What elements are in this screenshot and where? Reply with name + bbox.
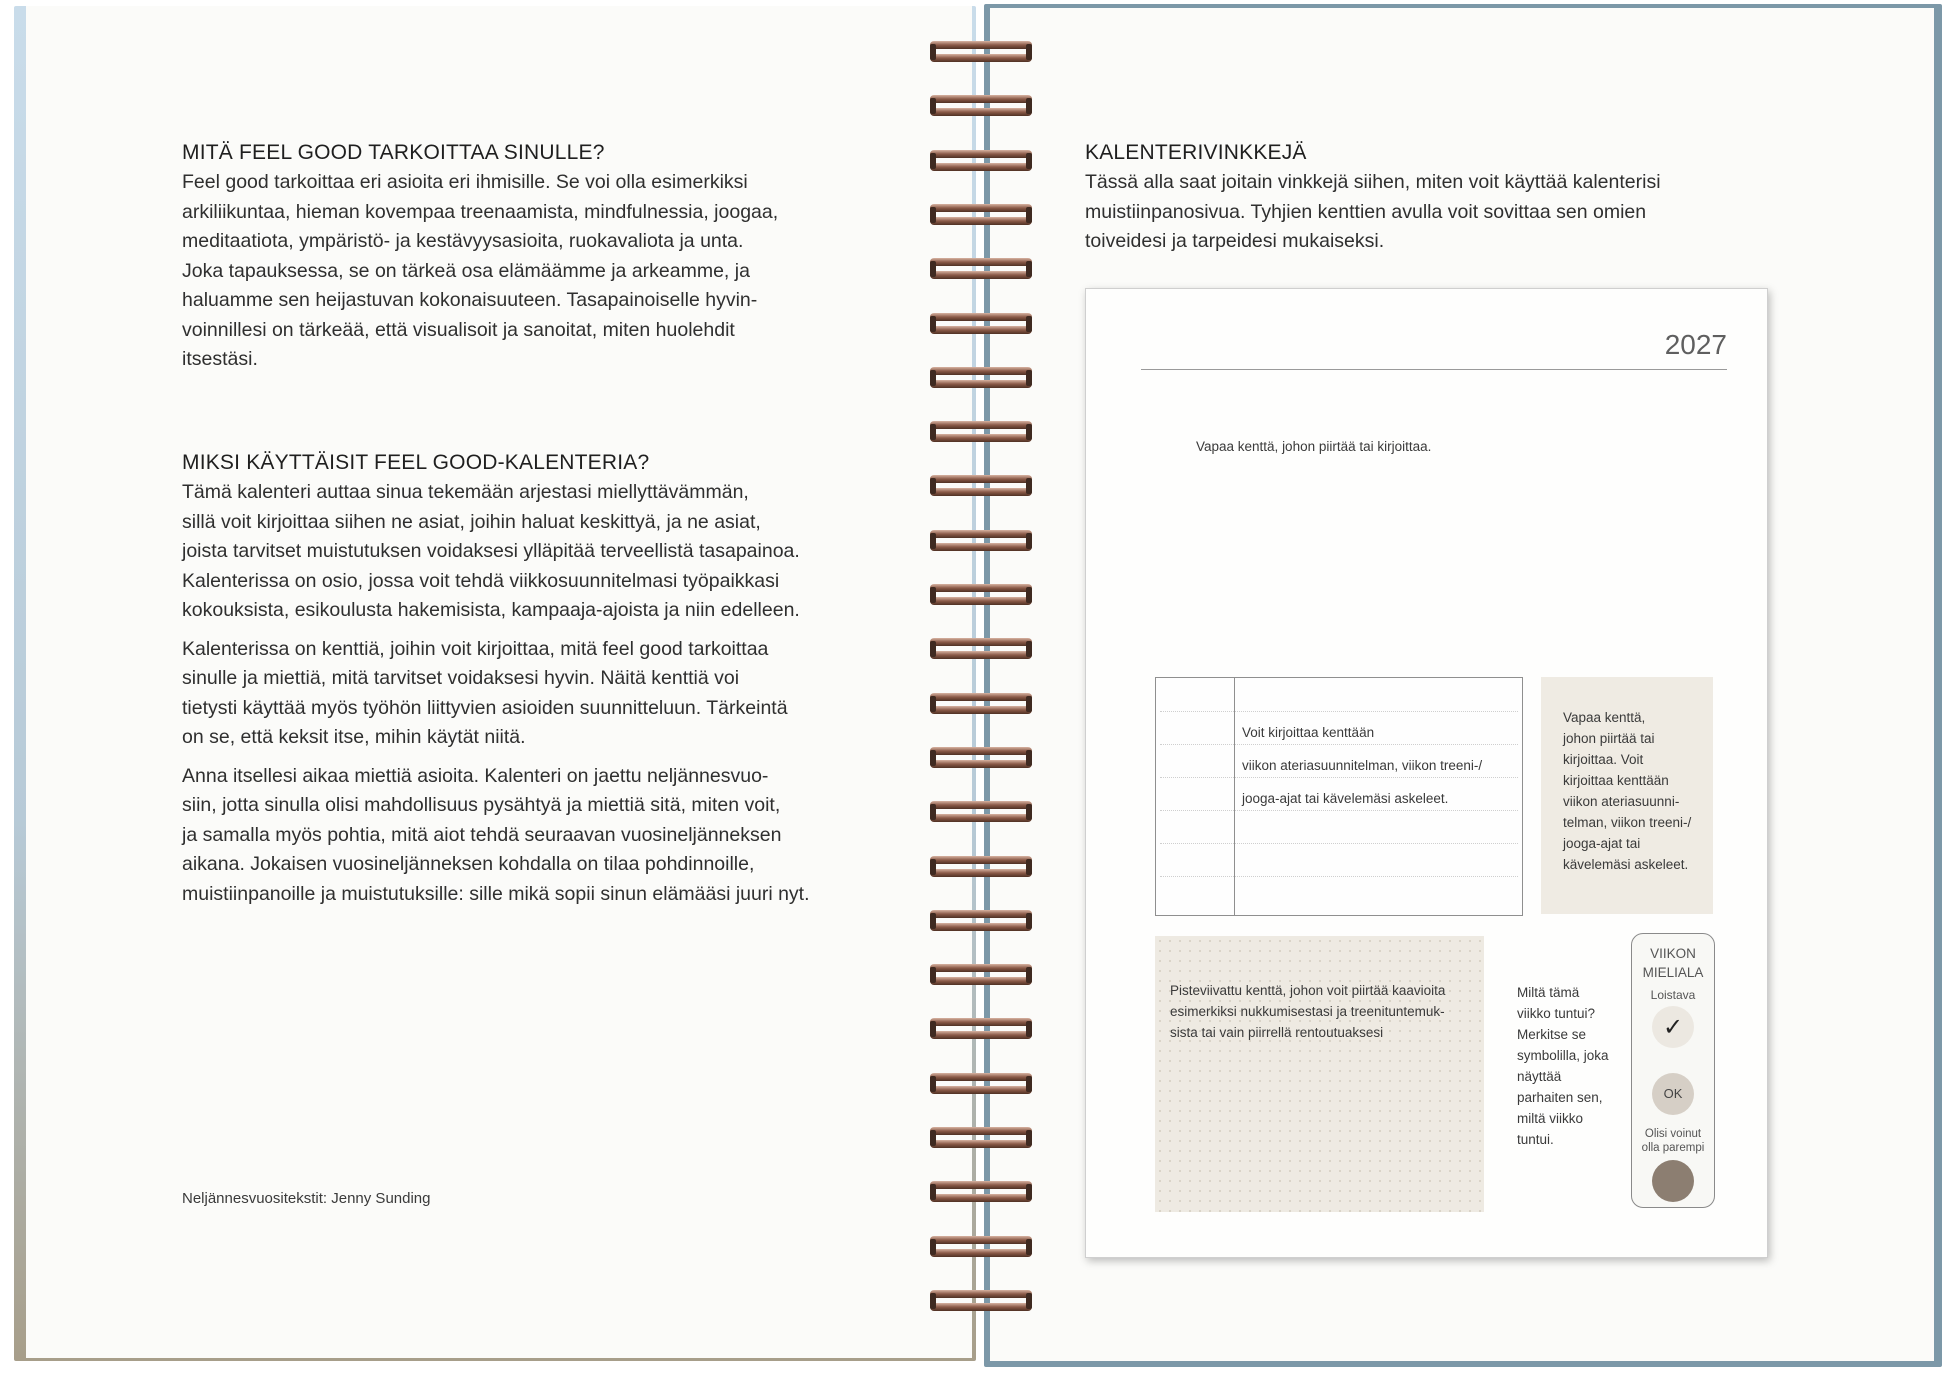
spiral-ring	[930, 583, 1032, 609]
section2-paragraph-2: Kalenterissa on kenttiä, joihin voit kirjoittaa, mitä feel good tarkoittaa sinulle ja miettiä, mitä tarvitset voidaksesi hyvin. Näitä kenttiä voi tietysti käyttää myös työhön liittyvien asioiden suunnitteluun. Tärkeintä on se, että keksit itse, mihin käytät niitä.	[182, 637, 788, 748]
lined-field-line-1: Voit kirjoittaa kenttään	[1242, 725, 1375, 740]
spiral-ring	[930, 800, 1032, 826]
spiral-ring	[930, 257, 1032, 283]
spiral-ring	[930, 637, 1032, 663]
mood-ok-circle: OK	[1652, 1073, 1694, 1115]
section2-paragraph-3: Anna itsellesi aikaa miettiä asioita. Kalenteri on jaettu neljännesvuo- siin, jotta sinulla olisi mahdollisuus pysähtyä ja miettiä sitä, miten voit, ja samalla myös pohtia, mitä aiot tehdä seuraavan vuosineljänneksen aikana. Jokaisen vuosineljänneksen kohdalla on tilaa pohdinnoille, muistiinpanoille ja muistutuksille: sille mikä sopii sinun elämääsi juuri nyt.	[182, 764, 810, 905]
section2-paragraph-1: Tämä kalenteri auttaa sinua tekemään arjestasi miellyttävämmän, sillä voit kirjoittaa siihen ne asiat, joihin haluat keskittyä, ja ne asiat, joista tarvitset muistutuksen voidaksesi ylläpitää terveellistä tasapainoa. Kalenterissa on osio, jossa voit tehdä viikkosuunnitelmasi työpaikkasi kokouksista, esikoulusta hakemisista, kampaaja-ajoista ja niin edelleen.	[182, 481, 800, 621]
lined-field-line-3: jooga-ajat tai kävelemäsi askeleet.	[1242, 791, 1449, 806]
lined-rule	[1160, 876, 1518, 878]
section1-text	[182, 168, 822, 384]
lined-field-line-2: viikon ateriasuunnitelman, viikon treeni-/	[1242, 758, 1483, 773]
tips-intro	[1085, 168, 1725, 266]
section1-heading: MITÄ FEEL GOOD TARKOITTAA SINULLE?	[182, 141, 605, 164]
spiral-binding	[926, 40, 1036, 1340]
spiral-ring	[930, 1289, 1032, 1315]
spiral-ring	[930, 855, 1032, 881]
lined-rule	[1160, 810, 1518, 812]
spiral-ring	[930, 366, 1032, 392]
spiral-ring	[930, 312, 1032, 338]
weekly-mood-tracker	[1631, 933, 1715, 1208]
lined-field	[1155, 677, 1523, 916]
credit-text: Neljännesvuositekstit: Jenny Sunding	[182, 1190, 431, 1207]
spiral-ring	[930, 94, 1032, 120]
lined-rule	[1160, 744, 1518, 746]
lined-rule	[1160, 777, 1518, 779]
lined-field-divider	[1234, 678, 1235, 915]
lined-rule	[1160, 711, 1518, 713]
mood-title: VIIKON MIELIALA	[1642, 946, 1704, 980]
side-free-field-text: Vapaa kenttä, johon piirtää tai kirjoittaa. Voit kirjoittaa kenttään viikon ateriasuunni- telman, viikon treeni-/ jooga-ajat tai kävelemäsi askeleet.	[1563, 710, 1692, 872]
spiral-ring	[930, 40, 1032, 66]
dotted-field-text: Pisteviivattu kenttä, johon voit piirtää kaavioita esimerkiksi nukkumisestasi ja treenituntemuk- sista tai vain piirrellä rentoutuaksesi	[1170, 983, 1446, 1040]
spiral-ring	[930, 420, 1032, 446]
spiral-ring	[930, 203, 1032, 229]
spiral-ring	[930, 746, 1032, 772]
mood-worse-label: Olisi voinut olla parempi	[1641, 1128, 1705, 1154]
tips-intro-text: Tässä alla saat joitain vinkkejä siihen, miten voit käyttää kalenterisi muistiinpanosivua. Tyhjien kenttien avulla voit sovittaa sen omien toiveidesi ja tarpeidesi mukaiseksi.	[1085, 171, 1661, 252]
spiral-ring	[930, 1017, 1032, 1043]
year-label: 2027	[1664, 329, 1727, 360]
spiral-ring	[930, 1126, 1032, 1152]
mood-question: Miltä tämä viikko tuntui? Merkitse se symbolilla, joka näyttää parhaiten sen, miltä viikko tuntui.	[1517, 985, 1609, 1147]
spiral-ring	[930, 909, 1032, 935]
tips-heading: KALENTERIVINKKEJÄ	[1085, 141, 1307, 164]
spiral-ring	[930, 474, 1032, 500]
spiral-ring	[930, 692, 1032, 718]
year-underline	[1141, 369, 1727, 370]
side-free-field	[1541, 677, 1713, 914]
dotted-field	[1155, 936, 1484, 1212]
sample-notes-page	[1085, 288, 1768, 1258]
mood-great-circle: ✓	[1652, 1006, 1694, 1048]
lined-rule	[1160, 843, 1518, 845]
mood-worse-circle	[1652, 1160, 1694, 1202]
mood-great-label: Loistava	[1650, 988, 1696, 1002]
spiral-ring	[930, 1072, 1032, 1098]
section2-heading: MIKSI KÄYTTÄISIT FEEL GOOD-KALENTERIA?	[182, 451, 650, 474]
free-field-caption: Vapaa kenttä, johon piirtää tai kirjoittaa.	[1196, 439, 1432, 454]
section2-text	[182, 478, 822, 918]
spiral-ring	[930, 963, 1032, 989]
spiral-ring	[930, 149, 1032, 175]
spiral-ring	[930, 1235, 1032, 1261]
spiral-ring	[930, 529, 1032, 555]
section1-paragraph: Feel good tarkoittaa eri asioita eri ihmisille. Se voi olla esimerkiksi arkiliikuntaa, hieman kovempaa treenaamista, mindfulnessia, joogaa, meditaatiota, ympäristö- ja kestävyysasioita, ruokavaliota ja unta. Joka tapauksessa, se on tärkeä osa elämäämme ja arkeamme, ja haluamme sen heijastuvan kokonaisuuteen. Tasapainoiselle hyvin- voinnillesi on tärkeää, että visualisoit ja sanoitat, miten huolehdit itsestäsi.	[182, 171, 779, 370]
spiral-ring	[930, 1180, 1032, 1206]
